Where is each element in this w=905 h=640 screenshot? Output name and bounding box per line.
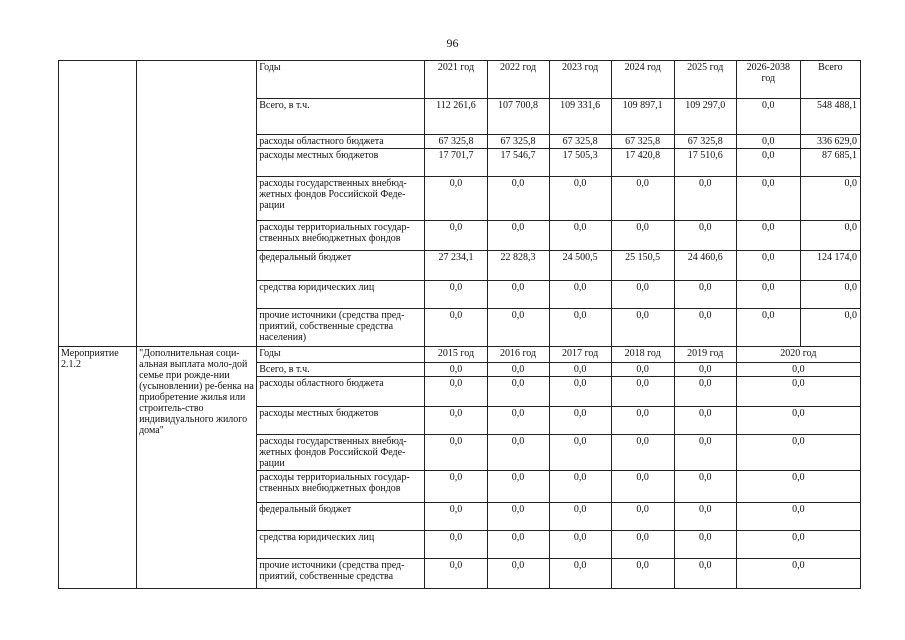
- value-cell: 0,0: [736, 363, 860, 377]
- value-cell: 0,0: [549, 363, 611, 377]
- value-cell: 0,0: [425, 407, 487, 435]
- value-cell: 0,0: [549, 177, 611, 221]
- year-header: 2024 год: [611, 61, 674, 99]
- value-cell: 0,0: [487, 377, 549, 407]
- value-cell: 0,0: [674, 407, 736, 435]
- total-cell: 336 629,0: [800, 135, 860, 149]
- source-label: расходы государственных внебюд-жетных фондов Российской Феде-рации: [257, 435, 425, 471]
- value-cell: 67 325,8: [549, 135, 611, 149]
- source-label: средства юридических лиц: [257, 281, 425, 309]
- value-cell: 17 546,7: [487, 149, 549, 177]
- financing-table: [58, 60, 861, 589]
- value-cell: 0,0: [425, 471, 487, 503]
- value-cell: 0,0: [736, 503, 860, 531]
- value-cell: 0,0: [549, 559, 611, 589]
- value-cell: 67 325,8: [611, 135, 674, 149]
- value-cell: 0,0: [549, 281, 611, 309]
- measure-cell: Мероприятие 2.1.2: [59, 347, 137, 589]
- value-cell: 0,0: [611, 559, 674, 589]
- total-cell: 124 174,0: [800, 251, 860, 281]
- value-cell: 17 505,3: [549, 149, 611, 177]
- value-cell: 0,0: [549, 221, 611, 251]
- source-label: расходы местных бюджетов: [257, 149, 425, 177]
- value-cell: 0,0: [674, 377, 736, 407]
- value-cell: 0,0: [611, 503, 674, 531]
- year-header: 2025 год: [674, 61, 736, 99]
- value-cell: 0,0: [549, 309, 611, 347]
- total-cell: 0,0: [800, 309, 860, 347]
- value-cell: 0,0: [611, 309, 674, 347]
- value-cell: 0,0: [425, 363, 487, 377]
- value-cell: 0,0: [736, 377, 860, 407]
- value-cell: 0,0: [674, 281, 736, 309]
- value-cell: 0,0: [611, 221, 674, 251]
- value-cell: 17 510,6: [674, 149, 736, 177]
- value-cell: 0,0: [487, 531, 549, 559]
- value-cell: 0,0: [549, 435, 611, 471]
- value-cell: 109 897,1: [611, 99, 674, 135]
- value-cell: 0,0: [425, 435, 487, 471]
- value-cell: 0,0: [674, 309, 736, 347]
- value-cell: 0,0: [736, 281, 800, 309]
- value-cell: 0,0: [736, 221, 800, 251]
- value-cell: 0,0: [736, 471, 860, 503]
- value-cell: 0,0: [425, 221, 487, 251]
- year-header: 2020 год: [736, 347, 860, 363]
- source-label: расходы областного бюджета: [257, 135, 425, 149]
- value-cell: 0,0: [487, 435, 549, 471]
- value-cell: 0,0: [425, 177, 487, 221]
- value-cell: 0,0: [487, 471, 549, 503]
- source-label: расходы территориальных государ-ственных внебюджетных фондов: [257, 471, 425, 503]
- year-header: 2026-2038 год: [736, 61, 800, 99]
- value-cell: 0,0: [674, 221, 736, 251]
- value-cell: 24 500,5: [549, 251, 611, 281]
- source-label: прочие источники (средства пред-приятий, собственные средства населения): [257, 309, 425, 347]
- value-cell: 109 331,6: [549, 99, 611, 135]
- year-header: 2016 год: [487, 347, 549, 363]
- value-cell: 0,0: [425, 309, 487, 347]
- year-header: 2021 год: [425, 61, 487, 99]
- value-cell: 0,0: [425, 531, 487, 559]
- source-label: расходы местных бюджетов: [257, 407, 425, 435]
- year-header: 2023 год: [549, 61, 611, 99]
- measure-name-cell: [137, 61, 257, 347]
- value-cell: 0,0: [487, 177, 549, 221]
- value-cell: 0,0: [611, 471, 674, 503]
- value-cell: 0,0: [611, 531, 674, 559]
- value-cell: 0,0: [487, 363, 549, 377]
- value-cell: 0,0: [736, 135, 800, 149]
- value-cell: 0,0: [611, 435, 674, 471]
- value-cell: 0,0: [487, 503, 549, 531]
- total-cell: 0,0: [800, 177, 860, 221]
- years-header-label: Годы: [257, 61, 425, 99]
- value-cell: 0,0: [736, 177, 800, 221]
- source-label: Всего, в т.ч.: [257, 99, 425, 135]
- value-cell: 0,0: [674, 531, 736, 559]
- value-cell: 0,0: [736, 149, 800, 177]
- year-header: 2019 год: [674, 347, 736, 363]
- year-header: 2017 год: [549, 347, 611, 363]
- value-cell: 0,0: [549, 471, 611, 503]
- value-cell: 0,0: [487, 407, 549, 435]
- value-cell: 107 700,8: [487, 99, 549, 135]
- value-cell: 0,0: [674, 435, 736, 471]
- source-label: расходы территориальных государ-ственных внебюджетных фондов: [257, 221, 425, 251]
- source-label: Всего, в т.ч.: [257, 363, 425, 377]
- value-cell: 0,0: [487, 281, 549, 309]
- total-cell: 548 488,1: [800, 99, 860, 135]
- total-cell: 87 685,1: [800, 149, 860, 177]
- value-cell: 0,0: [487, 309, 549, 347]
- measure-cell: [59, 61, 137, 347]
- value-cell: 0,0: [674, 471, 736, 503]
- source-label: федеральный бюджет: [257, 251, 425, 281]
- year-header: 2022 год: [487, 61, 549, 99]
- value-cell: 0,0: [549, 531, 611, 559]
- table-header-row: [59, 347, 861, 363]
- value-cell: 67 325,8: [487, 135, 549, 149]
- value-cell: 0,0: [487, 559, 549, 589]
- value-cell: 0,0: [611, 407, 674, 435]
- year-header: 2015 год: [425, 347, 487, 363]
- page-number: 96: [446, 36, 459, 50]
- value-cell: 0,0: [425, 377, 487, 407]
- value-cell: 0,0: [425, 503, 487, 531]
- value-cell: 0,0: [674, 559, 736, 589]
- value-cell: 0,0: [549, 377, 611, 407]
- value-cell: 22 828,3: [487, 251, 549, 281]
- year-header: 2018 год: [611, 347, 674, 363]
- value-cell: 0,0: [549, 503, 611, 531]
- value-cell: 0,0: [674, 363, 736, 377]
- total-cell: 0,0: [800, 221, 860, 251]
- value-cell: 0,0: [674, 503, 736, 531]
- value-cell: 109 297,0: [674, 99, 736, 135]
- total-cell: 0,0: [800, 281, 860, 309]
- total-header: Всего: [800, 61, 860, 99]
- value-cell: 27 234,1: [425, 251, 487, 281]
- value-cell: 0,0: [736, 531, 860, 559]
- value-cell: 0,0: [425, 559, 487, 589]
- source-label: средства юридических лиц: [257, 531, 425, 559]
- measure-name-cell: "Дополнительная соци-альная выплата моло-дой семье при рожде-нии (усыновлении) ре-бенка на приобретение жилья или строитель-ство индивидуального жилого дома": [137, 347, 257, 589]
- value-cell: 0,0: [736, 435, 860, 471]
- value-cell: 25 150,5: [611, 251, 674, 281]
- value-cell: 0,0: [736, 251, 800, 281]
- source-label: расходы областного бюджета: [257, 377, 425, 407]
- source-label: прочие источники (средства пред-приятий, собственные средства: [257, 559, 425, 589]
- value-cell: 0,0: [736, 309, 800, 347]
- value-cell: 67 325,8: [425, 135, 487, 149]
- value-cell: 0,0: [611, 177, 674, 221]
- value-cell: 0,0: [611, 363, 674, 377]
- value-cell: 0,0: [611, 281, 674, 309]
- value-cell: 112 261,6: [425, 99, 487, 135]
- years-header-label: Годы: [257, 347, 425, 363]
- value-cell: 0,0: [487, 221, 549, 251]
- table-header-row: [59, 61, 861, 99]
- value-cell: 17 420,8: [611, 149, 674, 177]
- value-cell: 67 325,8: [674, 135, 736, 149]
- value-cell: 24 460,6: [674, 251, 736, 281]
- value-cell: 0,0: [674, 177, 736, 221]
- source-label: федеральный бюджет: [257, 503, 425, 531]
- value-cell: 0,0: [736, 559, 860, 589]
- source-label: расходы государственных внебюд-жетных фондов Российской Феде-рации: [257, 177, 425, 221]
- value-cell: 0,0: [425, 281, 487, 309]
- value-cell: 0,0: [549, 407, 611, 435]
- value-cell: 0,0: [736, 407, 860, 435]
- value-cell: 0,0: [736, 99, 800, 135]
- value-cell: 17 701,7: [425, 149, 487, 177]
- value-cell: 0,0: [611, 377, 674, 407]
- financing-table-body: [59, 61, 861, 589]
